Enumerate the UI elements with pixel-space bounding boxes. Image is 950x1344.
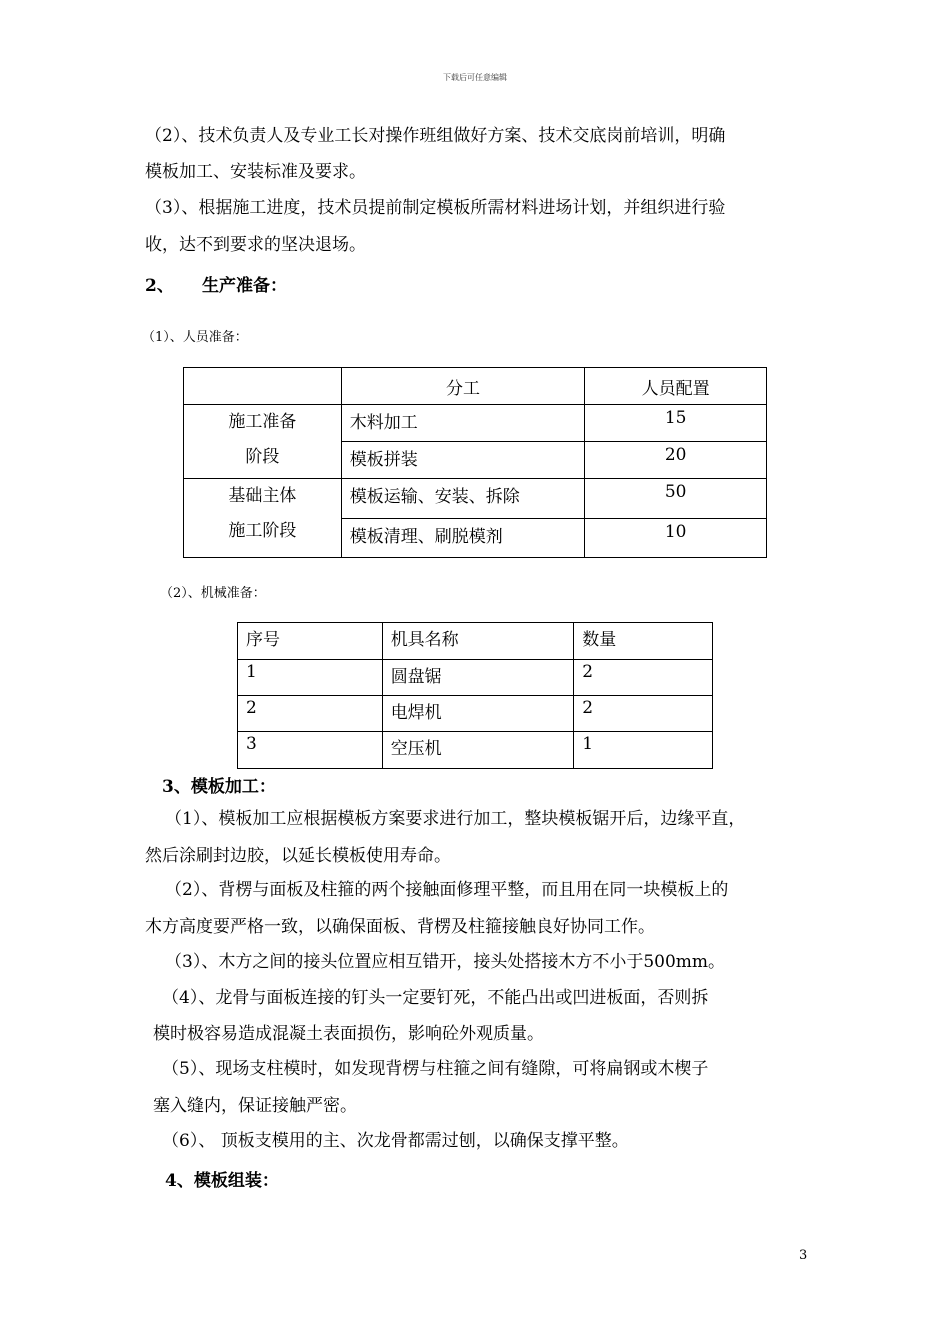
count-cell: 20 [585,442,767,479]
paragraph-line: （3）、木方之间的接头位置应相互错开，接头处搭接木方不小于500mm。 [165,952,726,972]
table-row [238,732,713,769]
stage-line: 阶段 [245,447,280,467]
paragraph-line: 模时极容易造成混凝土表面损伤，影响砼外观质量。 [153,1024,544,1044]
header-cell: 人员配置 [585,368,767,405]
section-number: 2、 [145,276,174,296]
header-cell: 序号 [238,623,383,660]
staff-table [183,367,767,558]
section-title: 4、模板组装： [165,1171,279,1191]
machine-table [237,622,713,769]
table-row [238,696,713,732]
stage-line: 施工准备 [228,412,297,432]
staff-label: （1）、人员准备： [142,330,248,345]
paragraph-line: 模板加工、安装标准及要求。 [145,162,366,182]
section-title: 3、模板加工： [162,777,276,797]
paragraph-line: （2）、背楞与面板及柱箍的两个接触面修理平整，而且用在同一块模板上的 [165,880,729,900]
qty-cell: 1 [574,732,713,769]
task-cell: 模板清理、刷脱模剂 [341,519,585,558]
page-number: 3 [799,1248,808,1263]
header-cell: 分工 [341,368,585,405]
stage-cell [184,479,342,558]
count-cell: 10 [585,519,767,558]
no-cell: 1 [238,660,383,696]
table-header-row [238,623,713,660]
count-cell: 50 [585,479,767,519]
paragraph-line: （2）、技术负责人及专业工长对操作班组做好方案、技术交底岗前培训，明确 [145,126,726,146]
task-cell: 模板运输、安装、拆除 [341,479,585,519]
machine-label: （2）、机械准备： [160,586,266,601]
stage-line: 施工阶段 [228,521,297,541]
paragraph-line: 塞入缝内，保证接触严密。 [153,1096,357,1116]
paragraph-line: （4）、龙骨与面板连接的钉头一定要钉死，不能凸出或凹进板面，否则拆 [162,988,709,1008]
qty-cell: 2 [574,696,713,732]
header-note: 下载后可任意编辑 [443,73,507,82]
no-cell: 3 [238,732,383,769]
paragraph-line: 然后涂刷封边胶，以延长模板使用寿命。 [145,846,451,866]
header-cell: 数量 [574,623,713,660]
paragraph-line: 收，达不到要求的坚决退场。 [145,235,366,255]
task-cell: 木料加工 [341,405,585,442]
paragraph-line: （3）、根据施工进度，技术员提前制定模板所需材料进场计划，并组织进行验 [145,198,726,218]
stage-cell [184,405,342,479]
header-cell: 机具名称 [382,623,574,660]
paragraph-line: （1）、模板加工应根据模板方案要求进行加工，整块模板锯开后，边缘平直， [165,809,746,829]
header-cell [184,368,342,405]
no-cell: 2 [238,696,383,732]
paragraph-line: 木方高度要严格一致，以确保面板、背楞及柱箍接触良好协同工作。 [145,917,655,937]
name-cell: 圆盘锯 [382,660,574,696]
qty-cell: 2 [574,660,713,696]
paragraph-line: （5）、现场支柱模时，如发现背楞与柱箍之间有缝隙，可将扁钢或木楔子 [162,1059,709,1079]
table-row [184,479,767,519]
count-cell: 15 [585,405,767,442]
task-cell: 模板拼装 [341,442,585,479]
table-row [238,660,713,696]
table-row [184,405,767,442]
table-header-row [184,368,767,405]
paragraph-line: （6）、 顶板支模用的主、次龙骨都需过刨，以确保支撑平整。 [162,1131,629,1151]
name-cell: 电焊机 [382,696,574,732]
name-cell: 空压机 [382,732,574,769]
stage-line: 基础主体 [228,486,297,506]
section-title: 生产准备： [202,276,287,296]
